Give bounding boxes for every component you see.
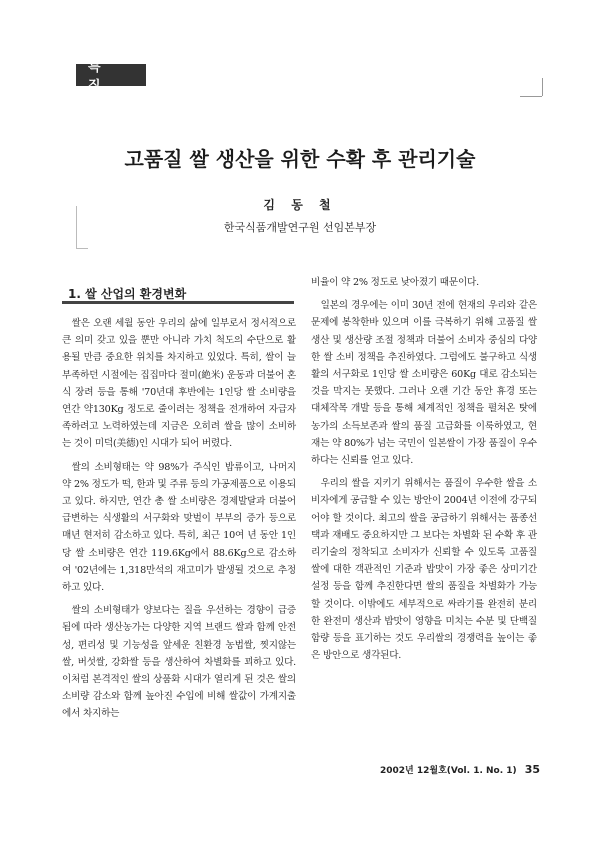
decorative-line — [76, 248, 88, 249]
section-heading: 1. 쌀 산업의 환경변화 — [62, 284, 294, 304]
decorative-line — [520, 96, 542, 97]
paragraph: 우리의 쌀을 지키기 위해서는 품질이 우수한 쌀을 소비자에게 공급할 수 있는 방안이 2004년 이전에 강구되어야 할 것이다. 최고의 쌀을 공급하기 위해서는 품종선택과 재배도 중요하지만 그 보다는 차별화 된 수확 후 관리기술의 정착되고 소비자가 신뢰할 수 있도록 고품질 쌀에 대한 객관적인 기준과 밥맛이 가장 좋은 상미기간 설정 등을 함께 추진한다면 쌀의 품질을 차별화가 가능할 것이다. 이밖에도 세부적으로 싸라기를 완전히 분리한 완전미 생산과 밥맛이 영향을 미치는 수분 및 단백질 함량 등을 표기하는 것도 우리쌀의 경쟁력을 높이는 좋은 방안으로 생각된다. — [311, 478, 537, 662]
issue-info: 2002년 12월호(Vol. 1. No. 1) — [380, 766, 517, 776]
author-affiliation: 한국식품개발연구원 선임본부장 — [223, 221, 377, 234]
page-number: 35 — [524, 763, 540, 776]
paragraph: 일본의 경우에는 이미 30년 전에 현재의 우리와 같은 문제에 봉착한바 있으며 이를 극복하기 위해 고품질 쌀 생산 및 생산량 조절 정책과 더불어 소비자 중심의 다양한 쌀 소비 정책을 추진하였다. 그럼에도 불구하고 식생활의 서구화로 1인당 쌀 소비량은 60Kg 대로 감소되는 것을 막지는 못했다. 그러나 오랜 기간 동안 휴경 또는 대체작목 개발 등을 통해 체계적인 정책을 펼쳐온 탓에 농가의 소득보존과 쌀의 품질 고급화를 이룩하였고, 현재는 약 80%가 넘는 국민이 일본쌀이 가장 품질이 우수하다는 신뢰를 얻고 있다. — [311, 300, 537, 467]
right-column — [311, 274, 537, 664]
paragraph: 쌀의 소비형태가 양보다는 질을 우선하는 경향이 급증됨에 따라 생산농가는 다양한 지역 브랜드 쌀과 함께 안전성, 편리성 및 기능성을 앞세운 친환경 농법쌀, 찟지않는쌀, 버섯쌀, 강화쌀 등을 생산하여 차별화를 꾀하고 있다. 이처럼 본격적인 쌀의 상품화 시대가 열리게 된 것은 쌀의 소비량 감소와 함께 높아진 수입에 비해 쌀값이 가계지출에서 차지하는 — [62, 605, 296, 720]
page-footer — [380, 763, 540, 776]
article-title: 고품질 쌀 생산을 위한 수확 후 관리기술 — [124, 147, 476, 171]
section-badge-label: 특 집 — [88, 60, 115, 94]
paragraph: 비율이 약 2% 정도로 낮아졌기 때문이다. — [311, 277, 479, 288]
decorative-line — [542, 78, 543, 96]
paragraph: 쌀은 오랜 세월 동안 우리의 삶에 일부로서 정서적으로 큰 의미 갖고 있을 뿐만 아니라 가치 척도의 수단으로 활용될 만큼 중요한 위치를 차지하고 있었다. 특히, 쌀이 늘 부족하던 시절에는 집집마다 절미(絶米) 운동과 더불어 혼식 장려 등을 통해 '70년대 후반에는 1인당 쌀 소비량을 연간 약130Kg 정도로 줄이려는 정책을 전개하여 자급자족하려고 노력하였는데 지금은 오히려 쌀을 많이 소비하는 것이 미덕(美德)인 시대가 되어 버렸다. — [62, 318, 296, 450]
section-badge — [76, 60, 146, 94]
paragraph: 쌀의 소비형태는 약 98%가 주식인 밥류이고, 나머지 약 2% 정도가 떡, 한과 및 주류 등의 가공제품으로 이용되고 있다. 하지만, 연간 총 쌀 소비량은 경제발달과 더불어 급변하는 식생활의 서구화와 맞벌이 부부의 증가 등으로 매년 현저히 감소하고 있다. 특히, 최근 10여 년 동안 1인당 쌀 소비량은 연간 119.6Kg에서 88.6Kg으로 감소하여 '02년에는 1,318만석의 재고미가 발생될 것으로 추정하고 있다. — [62, 461, 296, 594]
left-column — [62, 315, 296, 723]
author-name: 김 동 철 — [263, 198, 337, 212]
